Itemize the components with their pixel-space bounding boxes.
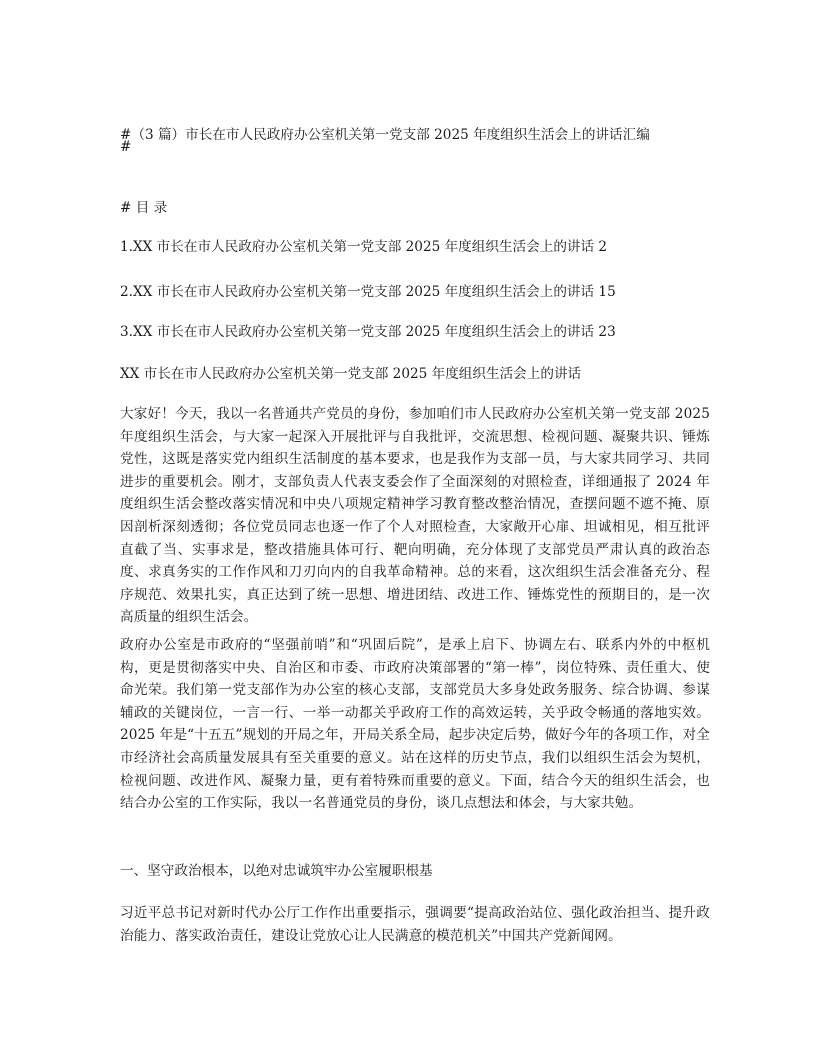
document-title: #（3 篇）市长在市人民政府办公室机关第一党支部 2025 年度组织生活会上的讲话汇编 — [120, 127, 650, 143]
paragraph-3: 习近平总书记对新时代办公厅工作作出重要指示，强调要“提高政治站位、强化政治担当、提升政治能力、落实政治责任，建设让党放心让人民满意的模范机关”中国共产党新闻网。 — [120, 905, 710, 944]
toc-item-3: 3.XX 市长在市人民政府办公室机关第一党支部 2025 年度组织生活会上的讲话 23 — [120, 324, 616, 340]
hash-line: # — [120, 139, 132, 155]
toc-item-1: 1.XX 市长在市人民政府办公室机关第一党支部 2025 年度组织生活会上的讲话 2 — [120, 239, 608, 255]
toc-heading: # 目 录 — [120, 200, 168, 216]
section-heading-1: 一、坚守政治根本，以绝对忠诚筑牢办公室履职根基 — [120, 863, 433, 879]
paragraph-1: 大家好！今天，我以一名普通共产党员的身份，参加咱们市人民政府办公室机关第一党支部 2025 年度组织生活会，与大家一起深入开展批评与自我批评，交流思想、检视问题、凝聚共识、锤炼党性，这既是落实党内组织生活制度的基本要求，也是我作为支部一员，与大家共同学习、共同进步的重要机会。刚才，支部负责人代表支委会作了全面深刻的对照检查，详细通报了 2024 年度组织生活会整改落实情况和中央八项规定精神学习教育整改整治情况，查摆问题不遮不掩、原因剖析深刻透彻；各位党员同志也逐一作了个人对照检查，大家敞开心扉、坦诚相见，相互批评直截了当、实事求是，整改措施具体可行、靶向明确，充分体现了支部党员严肃认真的政治态度、求真务实的工作作风和刀刃向内的自我革命精神。总的来看，这次组织生活会准备充分、程序规范、效果扎实，真正达到了统一思想、增进团结、改进工作、锤炼党性的预期目的，是一次高质量的组织生活会。 — [120, 406, 710, 626]
speech-title: XX 市长在市人民政府办公室机关第一党支部 2025 年度组织生活会上的讲话 — [120, 366, 582, 382]
paragraph-2: 政府办公室是市政府的“坚强前哨”和“巩固后院”，是承上启下、协调左右、联系内外的中枢机构，更是贯彻落实中央、自治区和市委、市政府决策部署的“第一棒”，岗位特殊、责任重大、使命光荣。我们第一党支部作为办公室的核心支部，支部党员大多身处政务服务、综合协调、参谋辅政的关键岗位，一言一行、一举一动都关乎政府工作的高效运转，关乎政令畅通的落地实效。2025 年是“十五五”规划的开局之年，开局关系全局，起步决定后势，做好今年的各项工作，对全市经济社会高质量发展具有至关重要的意义。站在这样的历史节点，我们以组织生活会为契机，检视问题、改进作风、凝聚力量，更有着特殊而重要的意义。下面，结合今天的组织生活会，也结合办公室的工作实际，我以一名普通党员的身份，谈几点想法和体会，与大家共勉。 — [120, 637, 710, 812]
toc-item-2: 2.XX 市长在市人民政府办公室机关第一党支部 2025 年度组织生活会上的讲话 15 — [120, 284, 616, 300]
